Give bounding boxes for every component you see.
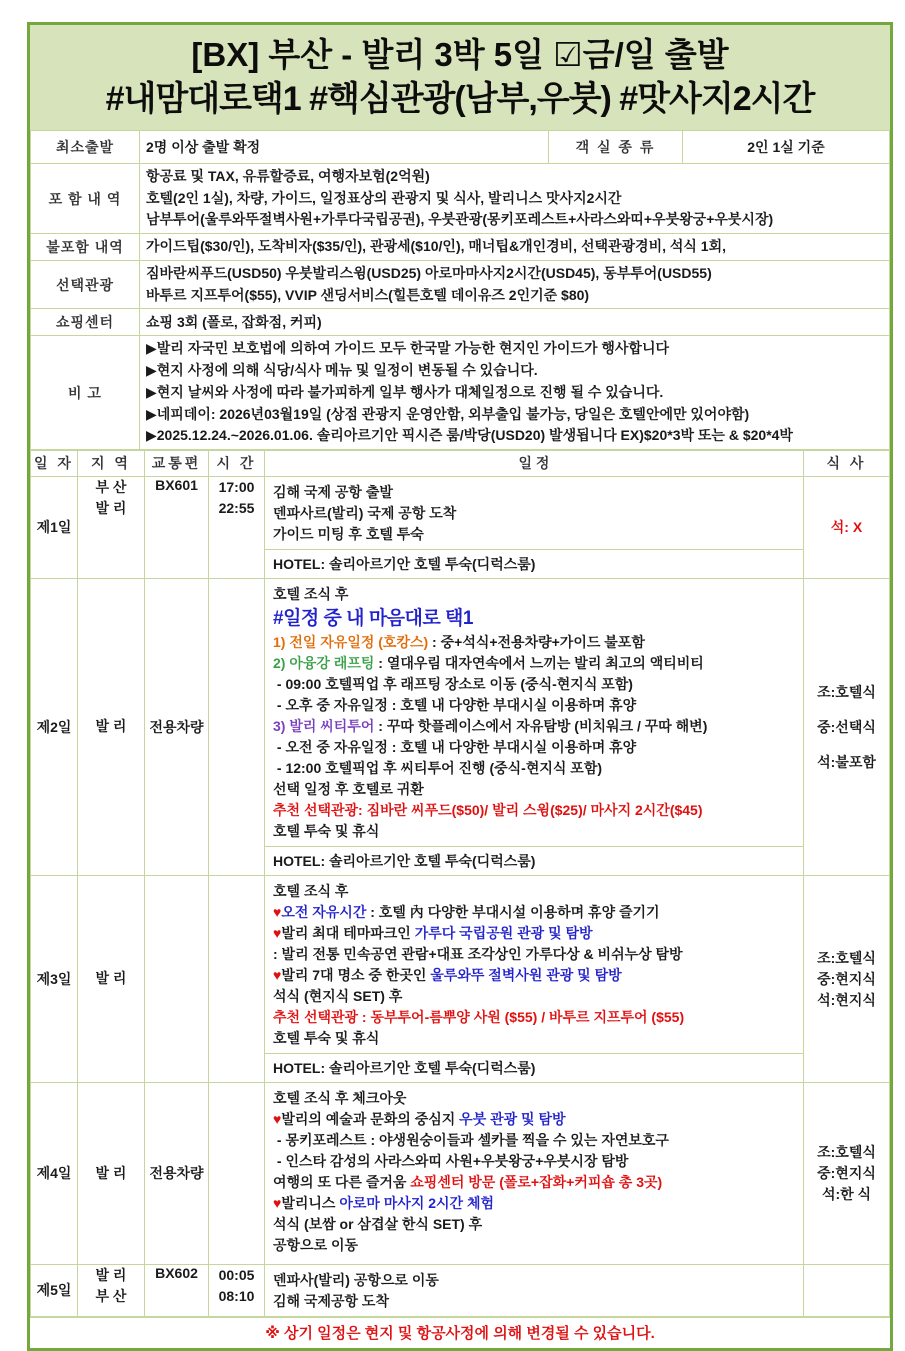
text-segment: : 꾸따 핫플레이스에서 자유탐방 (비치워크 / 꾸따 해변) [374,717,708,734]
itinerary-line [273,524,795,545]
schedule-main [265,876,803,1053]
schedule-cell [265,1082,804,1264]
meal-cell [804,1082,890,1264]
info-line [146,209,883,231]
region-cell [78,476,145,578]
hotel-line: HOTEL: 솔리아르기안 호텔 투숙(디럭스룸) [265,846,803,875]
text-segment: 항공료 및 TAX, 유류할증료, 여행자보험(2억원) [146,168,430,185]
schedule-cell [265,578,804,875]
schedule-column-header: 식 사 [804,450,890,476]
flight-number-cell: BX601 [145,476,209,578]
itinerary-line [273,503,795,524]
info-line [146,360,883,382]
region-name: 발 리 [95,718,127,735]
info-row-content [140,336,890,449]
info-line [146,425,883,447]
region-name: 부 산 [95,478,127,495]
text-segment: 쇼핑 3회 (폴로, 잡화점, 커피) [146,313,322,330]
text-segment: ▶현지 사정에 의해 식당/식사 메뉴 및 일정이 변동될 수 있습니다. [146,362,538,379]
info-row [31,309,890,336]
change-notice: ※ 상기 일정은 현지 및 항공사정에 의해 변경될 수 있습니다. [30,1317,890,1348]
text-segment: - 몽키포레스트 : 야생원숭이들과 셀카를 찍을 수 있는 자연보호구 [273,1131,669,1148]
info-row-label: 포 함 내 역 [31,164,140,234]
text-segment: - 인스타 감성의 사라스와띠 사원+우붓왕궁+우붓시장 탐방 [273,1152,629,1169]
itinerary-line [273,1130,795,1151]
schedule-main [265,1083,803,1260]
meal-cell [804,578,890,875]
info-row [31,336,890,449]
region-cell [78,1082,145,1264]
text-segment: 쇼핑센터 방문 (폴로+잡화+커피숍 총 3곳) [410,1173,663,1190]
min-departure-value: 2명 이상 출발 확정 [140,131,549,164]
meal-label: 중:현지식 [817,1165,876,1182]
info-row-label: 선택관광 [31,261,140,309]
meal-list [804,1143,889,1203]
itinerary-line [273,674,795,695]
itinerary-line [273,737,795,758]
schedule-cell-inner [265,876,803,1082]
itinerary-line [273,986,795,1007]
meal-label: 중:현지식 [817,970,876,987]
schedule-cell-inner [265,579,803,875]
info-line [146,338,883,360]
info-line [146,188,883,210]
info-row-label: 최소출발 [31,131,140,164]
time-value: 22:55 [218,499,255,516]
text-segment: 가이드 미팅 후 호텔 투숙 [273,525,424,542]
itinerary-line [273,881,795,902]
page-title: [BX] 부산 - 발리 3박 5일 ☑금/일 출발 [191,36,729,73]
text-segment: - 오후 중 자유일정 : 호텔 내 다양한 부대시실 이용하며 휴양 [273,696,637,713]
time-cell [209,1264,265,1316]
schedule-column-header: 교통편 [145,450,209,476]
text-segment: 추천 선택관광 : 동부투어-름뿌양 사원 ($55) / 바투르 지프투어 ($55) [273,1008,685,1025]
flight-number-cell: 전용차량 [145,1082,209,1264]
info-row [31,164,890,234]
meal-label: 중:선택식 [817,718,876,735]
schedule-cell [265,875,804,1082]
time-cell [209,875,265,1082]
region-name: 부 산 [95,1287,127,1304]
info-line [146,166,883,188]
schedule-main [265,1265,803,1316]
meal-cell [804,875,890,1082]
itinerary-line [273,1088,795,1109]
info-row-content [140,309,890,336]
text-segment: 3) 발리 씨티투어 [273,717,375,734]
itinerary-line [273,1235,795,1256]
info-line [146,263,883,285]
itinerary-line [273,1007,795,1028]
itinerary-line [273,821,795,842]
text-segment: 발리니스 [281,1194,340,1211]
schedule-cell-inner [265,477,803,578]
itinerary-line [273,800,795,821]
room-type-label: 객 실 종 류 [549,131,683,164]
text-segment: 아로마 마사지 2시간 체험 [339,1194,495,1211]
itinerary-sheet [27,22,893,1351]
region-cell [78,1264,145,1316]
package-info-table [30,130,890,450]
text-segment: : 발리 전통 민속공연 관람+대표 조각상인 가루다상 & 비쉬누상 탐방 [273,945,683,962]
text-segment: 바투르 지프투어($55), VVIP 샌딩서비스(힐튼호텔 데이유즈 2인기준 $80) [146,286,590,303]
day-label: 제2일 [31,578,78,875]
text-segment: ♥ [273,1110,282,1127]
itinerary-line [273,695,795,716]
text-segment: ♥ [273,924,282,941]
schedule-cell [265,476,804,578]
time-cell [209,476,265,578]
itinerary-line [273,923,795,944]
time-value: 17:00 [218,478,255,495]
meal-label: 석:불포함 [817,753,876,770]
day-row [31,476,890,578]
day-label: 제1일 [31,476,78,578]
text-segment: 공항으로 이동 [273,1236,359,1253]
text-segment: 여행의 또 다른 즐거움 [273,1173,411,1190]
region-cell [78,578,145,875]
itinerary-line [273,1214,795,1235]
meal-cell [804,1264,890,1316]
flight-number-cell: 전용차량 [145,578,209,875]
itinerary-line [273,902,795,923]
text-segment: ▶2025.12.24.~2026.01.06. 솔리아르기안 픽시즌 룸/박당(USD20) 발생됩니다 EX)$20*3박 또는 & $20*4박 [146,427,793,444]
info-row-label: 불포함 내역 [31,234,140,261]
text-segment: 호텔 조식 후 [273,882,349,899]
text-segment: 호텔(2인 1실), 차량, 가이드, 일정표상의 관광지 및 식사, 발리니스 맛사지2시간 [146,189,622,206]
text-segment: : 열대우림 대자연속에서 느끼는 발리 최고의 액티비티 [374,654,704,671]
schedule-main [265,579,803,846]
day-label: 제4일 [31,1082,78,1264]
flight-number-cell [145,875,209,1082]
text-segment: - 오전 중 자유일정 : 호텔 내 다양한 부대시실 이용하며 휴양 [273,738,637,755]
text-segment: 호텔 조식 후 체크아웃 [273,1089,407,1106]
meal-label: 석: X [830,519,863,536]
text-segment: 덴파사(발리) 공항으로 이동 [273,1271,439,1288]
info-row [31,234,890,261]
text-segment: : 호텔 內 다양한 부대시설 이용하며 휴양 즐기기 [366,903,660,920]
itinerary-line [273,584,795,605]
text-segment: 우붓 관광 및 탐방 [459,1110,566,1127]
info-row-content [140,261,890,309]
itinerary-line [273,716,795,737]
text-segment: 호텔 조식 후 [273,585,349,602]
schedule-column-header: 일 정 [265,450,804,476]
day-row [31,1264,890,1316]
text-segment: - 09:00 호텔픽업 후 래프팅 장소로 이동 (중식-현지식 포함) [273,675,633,692]
meal-label: 조:호텔식 [817,683,876,700]
time-cell [209,578,265,875]
text-segment: 석식 (보쌈 or 삼겹살 한식 SET) 후 [273,1215,483,1232]
text-segment: 선택 일정 후 호텔로 귀환 [273,780,424,797]
meal-cell [804,476,890,578]
schedule-column-header: 일 자 [31,450,78,476]
itinerary-line [273,944,795,965]
hotel-line: HOTEL: 솔리아르기안 호텔 투숙(디럭스룸) [265,1053,803,1082]
itinerary-line [273,632,795,653]
meal-label: 석:현지식 [817,991,876,1008]
daily-schedule-table [30,450,890,1317]
text-segment: 가루다 국립공원 관광 및 탐방 [414,924,593,941]
info-row-content [140,164,890,234]
info-line [146,404,883,426]
itinerary-line [273,1291,795,1312]
region-name: 발 리 [95,970,127,987]
schedule-cell-inner [265,1265,803,1316]
info-row [31,131,890,164]
text-segment: 가이드팁($30/인), 도착비자($35/인), 관광세($10/인), 매너팁&개인경비, 선택관광경비, 석식 1회, [146,238,727,255]
info-line [146,236,883,258]
info-line [146,285,883,307]
meal-label: 석:한 식 [821,1186,872,1203]
text-segment: ♥ [273,903,282,920]
day-row [31,578,890,875]
hotel-line: HOTEL: 솔리아르기안 호텔 투숙(디럭스룸) [265,549,803,578]
itinerary-line [273,653,795,674]
text-segment: ▶네피데이: 2026년03월19일 (상점 관광지 운영안함, 외부출입 불가능, 당일은 호텔안에만 있어야함) [146,405,750,422]
text-segment: ♥ [273,1194,282,1211]
region-name: 발 리 [95,1266,127,1283]
info-row-content [140,234,890,261]
time-value: 08:10 [218,1287,255,1304]
text-segment: 1) 전일 자유일정 (호캉스) [273,633,429,650]
itinerary-line [273,1172,795,1193]
info-line [146,382,883,404]
itinerary-line [273,965,795,986]
time-cell [209,1082,265,1264]
region-cell [78,875,145,1082]
region-name: 발 리 [95,499,127,516]
title-banner [30,25,890,130]
itinerary-line [273,1270,795,1291]
itinerary-line [273,1109,795,1130]
flight-number-cell: BX602 [145,1264,209,1316]
day-row [31,875,890,1082]
text-segment: 남부투어(울루와뚜절벽사원+가루다국립공권), 우붓관광(몽키포레스트+사라스와띠+우붓왕궁+우붓시장) [146,211,774,228]
text-segment: #일정 중 내 마음대로 택1 [273,607,473,629]
text-segment: 발리의 예술과 문화의 중심지 [281,1110,460,1127]
meal-list [804,949,889,1009]
text-segment: 호텔 투숙 및 휴식 [273,822,380,839]
itinerary-line [273,605,795,632]
info-row-label: 쇼핑센터 [31,309,140,336]
meal-label: 조:호텔식 [817,949,876,966]
text-segment: ▶발리 자국민 보호법에 의하여 가이드 모두 한국말 가능한 현지인 가이드가 행사합니다 [146,340,670,357]
itinerary-line [273,1028,795,1049]
itinerary-line [273,758,795,779]
text-segment: 발리 7대 명소 중 한곳인 [281,966,431,983]
schedule-column-header: 시 간 [209,450,265,476]
meal-list [804,683,889,771]
text-segment: 덴파사르(발리) 국제 공항 도착 [273,504,457,521]
room-type-value: 2인 1실 기준 [683,131,890,164]
text-segment: 짐바란씨푸드(USD50) 우붓발리스윙(USD25) 아로마마사지2시간(USD45), 동부투어(USD55) [146,265,712,282]
text-segment: 김해 국제 공항 출발 [273,483,393,500]
meal-list [804,518,889,536]
text-segment: 울루와뚜 절벽사원 관광 및 탐방 [430,966,622,983]
day-row [31,1082,890,1264]
text-segment: ♥ [273,966,282,983]
info-row [31,261,890,309]
schedule-cell [265,1264,804,1316]
itinerary-line [273,1193,795,1214]
schedule-cell-inner [265,1083,803,1260]
text-segment: - 12:00 호텔픽업 후 씨티투어 진행 (중식-현지식 포함) [273,759,603,776]
day-label: 제3일 [31,875,78,1082]
text-segment: 발리 최대 테마파크인 [281,924,415,941]
text-segment: 석식 (현지식 SET) 후 [273,987,403,1004]
itinerary-line [273,1151,795,1172]
info-row-label: 비 고 [31,336,140,449]
text-segment: 추천 선택관광: 짐바란 씨푸드($50)/ 발리 스윙($25)/ 마사지 2시간($45) [273,801,703,818]
text-segment: 김해 국제공항 도착 [273,1292,389,1309]
text-segment: ▶현지 날씨와 사정에 따라 불가피하게 일부 행사가 대체일정으로 진행 될 수 있습니다. [146,383,664,400]
text-segment: 2) 아융강 래프팅 [273,654,375,671]
text-segment: 호텔 투숙 및 휴식 [273,1029,380,1046]
region-name: 발 리 [95,1164,127,1181]
day-label: 제5일 [31,1264,78,1316]
itinerary-line [273,779,795,800]
info-line [146,312,883,334]
text-segment: : 중+석식+전용차량+가이드 불포함 [428,633,645,650]
meal-label: 조:호텔식 [817,1144,876,1161]
schedule-main [265,477,803,549]
text-segment: 오전 자유시간 [281,903,367,920]
schedule-column-header: 지 역 [78,450,145,476]
schedule-header-row [31,450,890,476]
itinerary-line [273,482,795,503]
time-value: 00:05 [218,1266,255,1283]
page-subtitle-hashtags: #내맘대로택1 #핵심관광(남부,우붓) #맛사지2시간 [105,79,815,118]
